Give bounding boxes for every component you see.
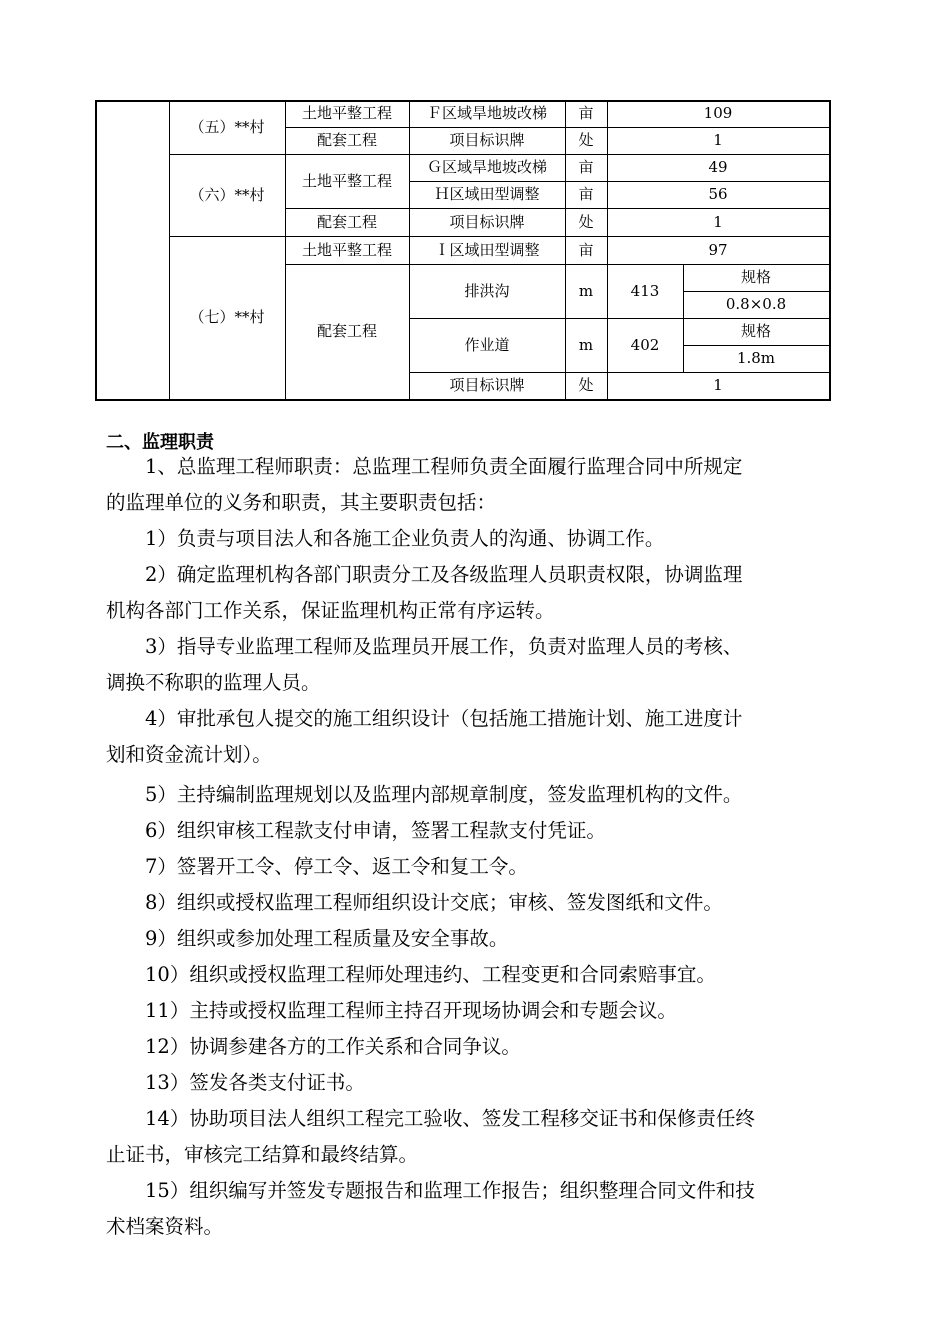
- quantity-cell: 97: [708, 240, 728, 259]
- spec-label-cell: 规格: [740, 268, 771, 286]
- quantity-cell: 402: [630, 335, 660, 354]
- paragraph-line: 11）主持或授权监理工程师主持召开现场协调会和专题会议。: [145, 999, 677, 1022]
- quantity-cell: 413: [630, 281, 660, 300]
- paragraph-line: 1、总监理工程师职责：总监理工程师负责全面履行监理合同中所规定: [145, 455, 743, 478]
- category-cell: 配套工程: [316, 322, 377, 340]
- table-rule-h: [95, 399, 831, 401]
- category-cell: 土地平整工程: [301, 104, 392, 122]
- paragraph-line: 14）协助项目法人组织工程完工验收、签发工程移交证书和保修责任终: [145, 1107, 755, 1130]
- paragraph-line: 15）组织编写并签发专题报告和监理工作报告；组织整理合同文件和技: [145, 1179, 755, 1202]
- table-rule-v: [829, 100, 831, 401]
- unit-cell: 处: [578, 212, 594, 231]
- paragraph-line: 术档案资料。: [106, 1215, 224, 1238]
- unit-cell: 处: [578, 376, 594, 394]
- village-cell: （六）**村: [189, 185, 265, 204]
- item-name-cell: Ｆ区域旱地坡改梯: [426, 104, 547, 122]
- paragraph-line: 9）组织或参加处理工程质量及安全事故。: [145, 927, 509, 950]
- unit-cell: m: [578, 281, 594, 300]
- quantity-cell: 1: [713, 131, 723, 149]
- spec-label-cell: 规格: [740, 322, 771, 340]
- spec-value-cell: 0.8×0.8: [725, 295, 787, 313]
- item-name-cell: Ｉ区域田型调整: [434, 240, 540, 259]
- item-name-cell: 项目标识牌: [449, 212, 525, 231]
- paragraph-line: 10）组织或授权监理工程师处理违约、工程变更和合同索赔事宜。: [145, 963, 716, 986]
- unit-cell: 亩: [578, 240, 594, 259]
- paragraph-line: 止证书，审核完工结算和最终结算。: [106, 1143, 419, 1166]
- item-name-cell: 项目标识牌: [449, 131, 525, 149]
- paragraph-line: 6）组织审核工程款支付申请，签署工程款支付凭证。: [145, 819, 606, 842]
- paragraph-line: 7）签署开工令、停工令、返工令和复工令。: [145, 855, 528, 878]
- village-cell: （五）**村: [189, 117, 265, 136]
- quantity-cell: 1: [713, 212, 723, 231]
- category-cell: 土地平整工程: [301, 240, 392, 259]
- quantity-cell: 49: [708, 158, 728, 176]
- paragraph-line: 划和资金流计划）。: [106, 743, 272, 766]
- village-cell: （七）**村: [189, 308, 265, 326]
- paragraph-line: 12）协调参建各方的工作关系和合同争议。: [145, 1035, 521, 1058]
- item-name-cell: 排洪沟: [464, 281, 510, 300]
- section-heading: 二、监理职责: [106, 432, 214, 453]
- item-name-cell: Ｇ区域旱地坡改梯: [426, 158, 547, 176]
- category-cell: 土地平整工程: [301, 171, 392, 190]
- paragraph-line: 2）确定监理机构各部门职责分工及各级监理人员职责权限，协调监理: [145, 563, 743, 586]
- work-quantity-table: [95, 100, 831, 401]
- spec-value-cell: 1.8m: [736, 349, 776, 367]
- paragraph-line: 3）指导专业监理工程师及监理员开展工作，负责对监理人员的考核、: [145, 635, 743, 658]
- unit-cell: 亩: [578, 185, 594, 203]
- paragraph-line: 1）负责与项目法人和各施工企业负责人的沟通、协调工作。: [145, 527, 665, 550]
- unit-cell: 亩: [578, 158, 594, 176]
- item-name-cell: 作业道: [464, 335, 510, 354]
- paragraph-line: 调换不称职的监理人员。: [106, 671, 321, 694]
- paragraph-line: 5）主持编制监理规划以及监理内部规章制度，签发监理机构的文件。: [145, 783, 743, 806]
- paragraph-line: 的监理单位的义务和职责，其主要职责包括：: [106, 491, 497, 514]
- paragraph-line: 8）组织或授权监理工程师组织设计交底；审核、签发图纸和文件。: [145, 891, 723, 914]
- quantity-cell: 1: [713, 376, 723, 394]
- category-cell: 配套工程: [316, 131, 377, 149]
- table-rule-v: [95, 100, 97, 401]
- paragraph-line: 13）签发各类支付证书。: [145, 1071, 365, 1094]
- paragraph-line: 4）审批承包人提交的施工组织设计（包括施工措施计划、施工进度计: [145, 707, 743, 730]
- quantity-cell: 109: [703, 104, 733, 122]
- item-name-cell: 项目标识牌: [449, 376, 525, 394]
- paragraph-line: 机构各部门工作关系，保证监理机构正常有序运转。: [106, 599, 555, 622]
- unit-cell: 亩: [578, 104, 594, 122]
- unit-cell: m: [578, 335, 594, 354]
- quantity-cell: 56: [708, 185, 728, 203]
- category-cell: 配套工程: [316, 212, 377, 231]
- unit-cell: 处: [578, 131, 594, 149]
- item-name-cell: Ｈ区域田型调整: [434, 185, 540, 203]
